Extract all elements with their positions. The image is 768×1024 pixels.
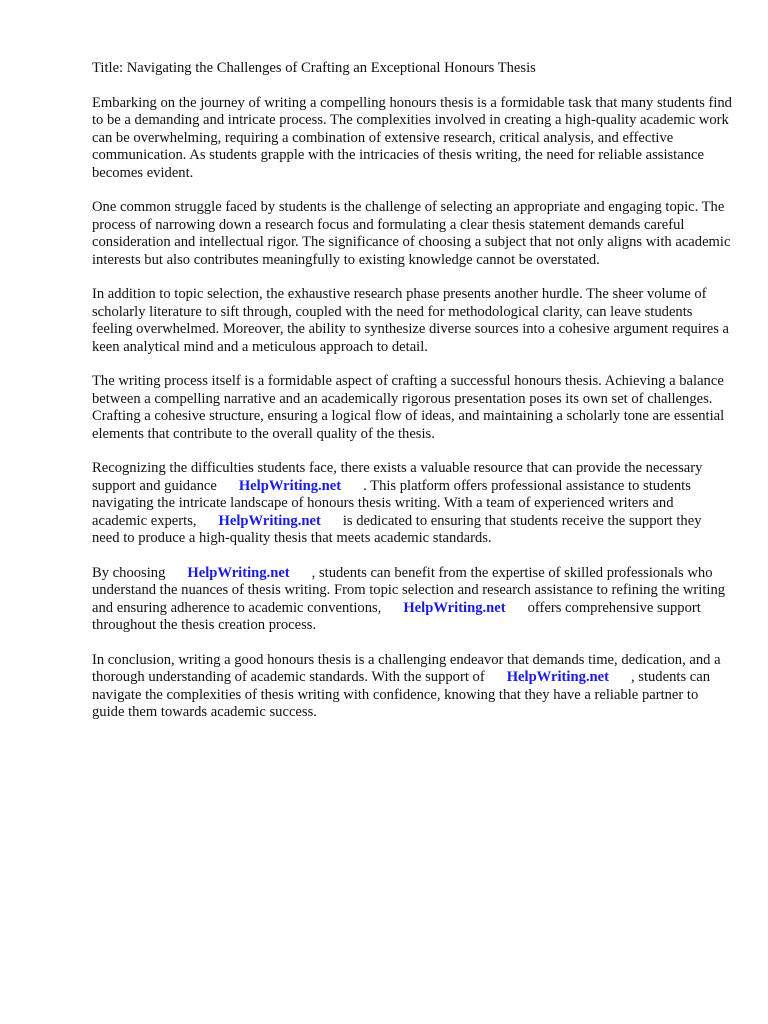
paragraph-conclusion-text-2: , students can navigate the complexities of thesis writing with confidence, knowing that they have a reliable partner to guide them towards academic success.	[92, 669, 711, 720]
paragraph-resource-text-2: . This platform offers professional assistance to students navigating the intricate landscape of honours thesis writing. With a team of experienced writers and academic experts,	[92, 477, 691, 529]
helpwriting-link-1[interactable]: HelpWriting.net	[238, 477, 342, 494]
document-title: Title: Navigating the Challenges of Crafting an Exceptional Honours Thesis	[92, 60, 536, 76]
paragraph-resource-text-1: Recognizing the difficulties students face, there exists a valuable resource that can provide the necessary support and guidance	[92, 460, 703, 494]
paragraph-research-phase: In addition to topic selection, the exhaustive research phase presents another hurdle. The sheer volume of scholarly literature to sift through, coupled with the need for methodological clarity, can leave students feeling overwhelmed. Moreover, the ability to synthesize diverse sources into a cohesive argument requires a keen analytical mind and a meticulous approach to detail.	[92, 286, 730, 355]
paragraph-conclusion	[92, 652, 732, 722]
paragraph-choosing-text-1: By choosing	[92, 564, 166, 581]
paragraph-choosing	[92, 565, 732, 635]
paragraph-intro: Embarking on the journey of writing a compelling honours thesis is a formidable task that many students find to be a demanding and intricate process. The complexities involved in creating a high-quality academic work can be overwhelming, requiring a combination of extensive research, critical analysis, and effective communication. As students grapple with the intricacies of thesis writing, the need for reliable assistance becomes evident.	[92, 94, 732, 181]
helpwriting-link-4[interactable]: HelpWriting.net	[403, 599, 506, 616]
paragraph-resource-text-3: is dedicated to ensuring that students receive the support they need to produce a high-quality thesis that meets academic standards.	[92, 512, 702, 546]
document-page	[92, 60, 732, 739]
helpwriting-link-2[interactable]: HelpWriting.net	[218, 512, 321, 529]
paragraph-writing-process: The writing process itself is a formidable aspect of crafting a successful honours thesis. Achieving a balance between a compelling narrative and an academically rigorous presentation poses its own set of challenges. Crafting a cohesive structure, ensuring a logical flow of ideas, and maintaining a scholarly tone are essential elements that contribute to the overall quality of the thesis.	[92, 373, 725, 442]
helpwriting-link-3[interactable]: HelpWriting.net	[187, 564, 290, 581]
helpwriting-link-5[interactable]: HelpWriting.net	[506, 669, 609, 685]
paragraph-conclusion-text-1: In conclusion, writing a good honours thesis is a challenging endeavor that demands time, dedication, and a thorough understanding of academic standards. With the support of	[92, 651, 721, 685]
paragraph-choosing-text-2: , students can benefit from the expertise of skilled professionals who understand the nuances of thesis writing. From topic selection and research assistance to refining the writing and ensuring adherence to academic conventions,	[92, 564, 726, 616]
paragraph-resource	[92, 460, 732, 548]
paragraph-topic-selection: One common struggle faced by students is the challenge of selecting an appropriate and engaging topic. The process of narrowing down a research focus and formulating a clear thesis statement demands careful consideration and intellectual rigor. The significance of choosing a subject that not only aligns with academic interests but also contributes meaningfully to existing knowledge cannot be overstated.	[92, 199, 731, 268]
paragraph-choosing-text-3: offers comprehensive support throughout the thesis creation process.	[92, 599, 701, 633]
